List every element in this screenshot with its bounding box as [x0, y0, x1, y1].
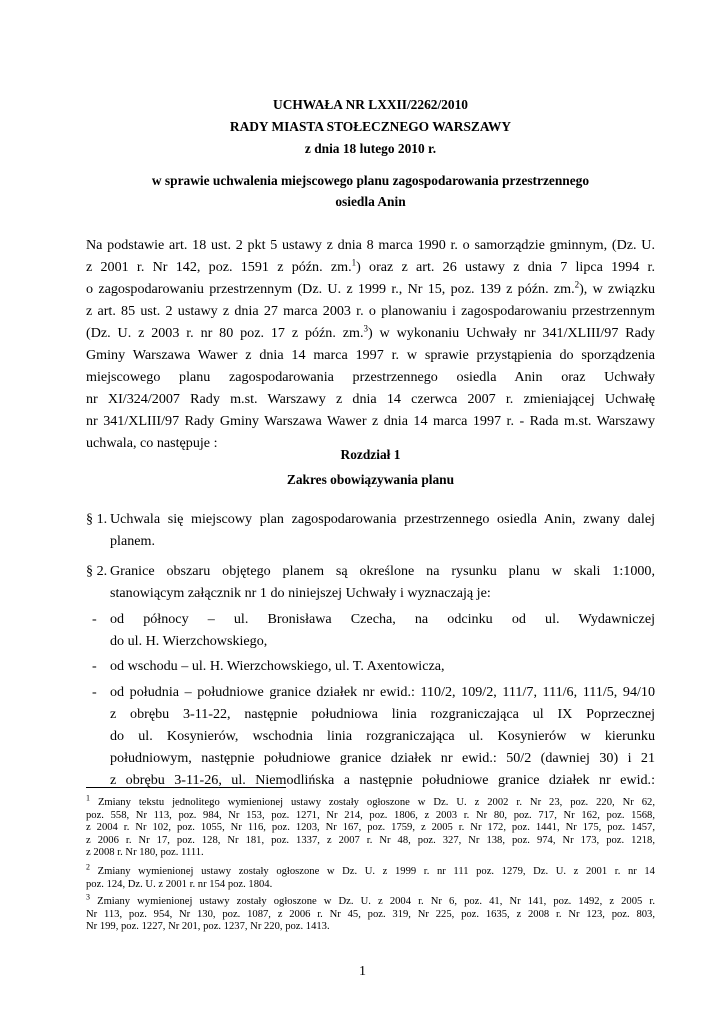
preamble-text: ) w wykonaniu Uchwały nr 341/XLIII/97 Rady [367, 325, 655, 341]
footnote-3-line: Nr 199, poz. 1227, Nr 201, poz. 1237, Nr 220, poz. 1413. [86, 921, 330, 932]
preamble-text: o zagospodarowaniu przestrzennym (Dz. U. z 1999 r., Nr 15, poz. 139 z późn. zm. [86, 281, 575, 297]
section-marker: § 1. [86, 511, 108, 527]
footnote-ref: 1 [351, 257, 357, 268]
footnote-1-line [86, 793, 655, 809]
section-2-line: Granice obszaru objętego planem są określone na rysunku planu w skali 1:1000, [110, 563, 655, 579]
page-number: 1 [359, 964, 366, 979]
boundary-south-line: z obrębu 3-11-26, ul. Niemodlińska a następnie południowe granice działek nr ewid.: [110, 772, 655, 788]
resolution-subject-line-1: w sprawie uchwalenia miejscowego planu zagospodarowania przestrzennego [151, 173, 590, 188]
footnote-text: Zmiany wymienionej ustawy zostały ogłoszone w Dz. U. z 2004 r. Nr 6, poz. 41, Nr 141, poz. 1492, z 2005 r. [97, 896, 655, 907]
footnote-text: Zmiany wymienionej ustawy zostały ogłoszone w Dz. U. z 1999 r. nr 111 poz. 1279, Dz. U. z 2001 r. nr 14 [97, 866, 655, 877]
chapter-subtitle: Zakres obowiązywania planu [286, 472, 455, 487]
section-1-line: planem. [110, 533, 156, 549]
council-name: RADY MIASTA STOŁECZNEGO WARSZAWY [229, 119, 512, 134]
preamble-line: z art. 85 ust. 2 ustawy z dnia 27 marca 2003 r. o planowaniu i zagospodarowaniu przestrzennym [86, 303, 655, 319]
footnote-text: Zmiany tekstu jednolitego wymienionej ustawy zostały ogłoszone w Dz. U. z 2002 r. Nr 23, poz. 220, Nr 62, [97, 797, 655, 808]
list-dash: - [92, 684, 97, 700]
preamble-text: ) oraz z art. 26 ustawy z dnia 7 lipca 1994 r. [356, 259, 656, 275]
boundary-east-line: od wschodu – ul. H. Wierzchowskiego, ul. T. Axentowicza, [110, 658, 445, 674]
preamble-line: nr XI/324/2007 Rady m.st. Warszawy z dnia 14 czerwca 2007 r. zmieniającej Uchwałę [86, 391, 655, 407]
footnote-number: 3 [86, 892, 90, 902]
preamble-line: Na podstawie art. 18 ust. 2 pkt 5 ustawy z dnia 8 marca 1990 r. o samorządzie gminnym, (Dz. U. [86, 237, 655, 253]
preamble-line [86, 279, 655, 299]
footnote-separator [86, 787, 286, 788]
chapter-title: Rozdział 1 [340, 447, 401, 462]
preamble-line [86, 257, 655, 277]
footnote-ref: 2 [574, 279, 580, 290]
boundary-south-line: do ul. Kosynierów, wschodnia linia rozgraniczająca ul. Kosynierów w kierunku [110, 728, 655, 744]
preamble-text: (Dz. U. z 2003 r. nr 80 poz. 17 z późn. zm. [86, 325, 364, 341]
footnote-number: 2 [86, 862, 90, 872]
list-dash: - [92, 611, 97, 627]
footnote-3-line [86, 892, 655, 908]
footnote-1-line: z 2004 r. Nr 102, poz. 1055, Nr 116, poz. 1203, Nr 167, poz. 1759, z 2005 r. Nr 172, poz. 1441, Nr 175, poz. 1457, [86, 822, 655, 833]
footnote-2-line [86, 862, 655, 878]
section-1-line: Uchwala się miejscowy plan zagospodarowania przestrzennego osiedla Anin, zwany dalej [110, 511, 655, 527]
footnote-1-line: poz. 558, Nr 113, poz. 984, Nr 153, poz. 1271, Nr 214, poz. 1806, z 2003 r. Nr 80, poz. 717, Nr 162, poz. 1568, [86, 809, 655, 821]
preamble-line [86, 323, 655, 343]
preamble-line: nr 341/XLIII/97 Rady Gminy Warszawa Wawer z dnia 14 marca 1997 r. - Rada m.st. Warszawy [86, 413, 655, 429]
footnote-2-line: poz. 124, Dz. U. z 2001 r. nr 154 poz. 1804. [86, 878, 273, 890]
resolution-number: UCHWAŁA NR LXXII/2262/2010 [273, 97, 468, 112]
boundary-south-line: od południa – południowe granice działek nr ewid.: 110/2, 109/2, 111/7, 111/6, 111/5, 94/10 [110, 684, 655, 700]
boundary-south-line: z obrębu 3-11-22, następnie południowa linia rozgraniczająca ul IX Poprzecznej [110, 706, 655, 722]
preamble-line: Gminy Warszawa Wawer z dnia 14 marca 1997 r. w sprawie przystąpienia do sporządzenia [86, 347, 655, 363]
footnote-1-line: z 2008 r. Nr 180, poz. 1111. [86, 847, 204, 858]
boundary-south-line: południowym, następnie południowe granice działek nr ewid.: 50/2 (dawniej 30) i 21 [110, 750, 655, 766]
resolution-date: z dnia 18 lutego 2010 r. [304, 141, 437, 156]
footnote-3-line: Nr 113, poz. 954, Nr 130, poz. 1087, z 2006 r. Nr 45, poz. 319, Nr 225, poz. 1635, z 2008 r. Nr 123, poz. 803, [86, 908, 655, 920]
resolution-subject-line-2: osiedla Anin [335, 194, 406, 209]
section-marker: § 2. [86, 563, 108, 579]
boundary-north-line: od północy – ul. Bronisława Czecha, na odcinku od ul. Wydawniczej [110, 611, 655, 627]
footnote-number: 1 [86, 793, 90, 803]
preamble-line: uchwala, co następuje : [86, 435, 218, 451]
footnote-1-line: z 2006 r. Nr 17, poz. 128, Nr 181, poz. 1337, z 2007 r. Nr 48, poz. 327, Nr 138, poz. 974, Nr 173, poz. 1218, [86, 834, 655, 846]
section-2-line: stanowiącym załącznik nr 1 do niniejszej Uchwały i wyznaczają je: [110, 585, 491, 601]
footnote-ref: 3 [363, 323, 368, 334]
list-dash: - [92, 658, 97, 674]
preamble-text: ), w związku [579, 281, 655, 297]
boundary-north-line: do ul. H. Wierzchowskiego, [110, 633, 268, 649]
preamble-text: z 2001 r. Nr 142, poz. 1591 z późn. zm. [86, 259, 352, 275]
preamble-line: miejscowego planu zagospodarowania przestrzennego osiedla Anin oraz Uchwały [86, 369, 655, 385]
